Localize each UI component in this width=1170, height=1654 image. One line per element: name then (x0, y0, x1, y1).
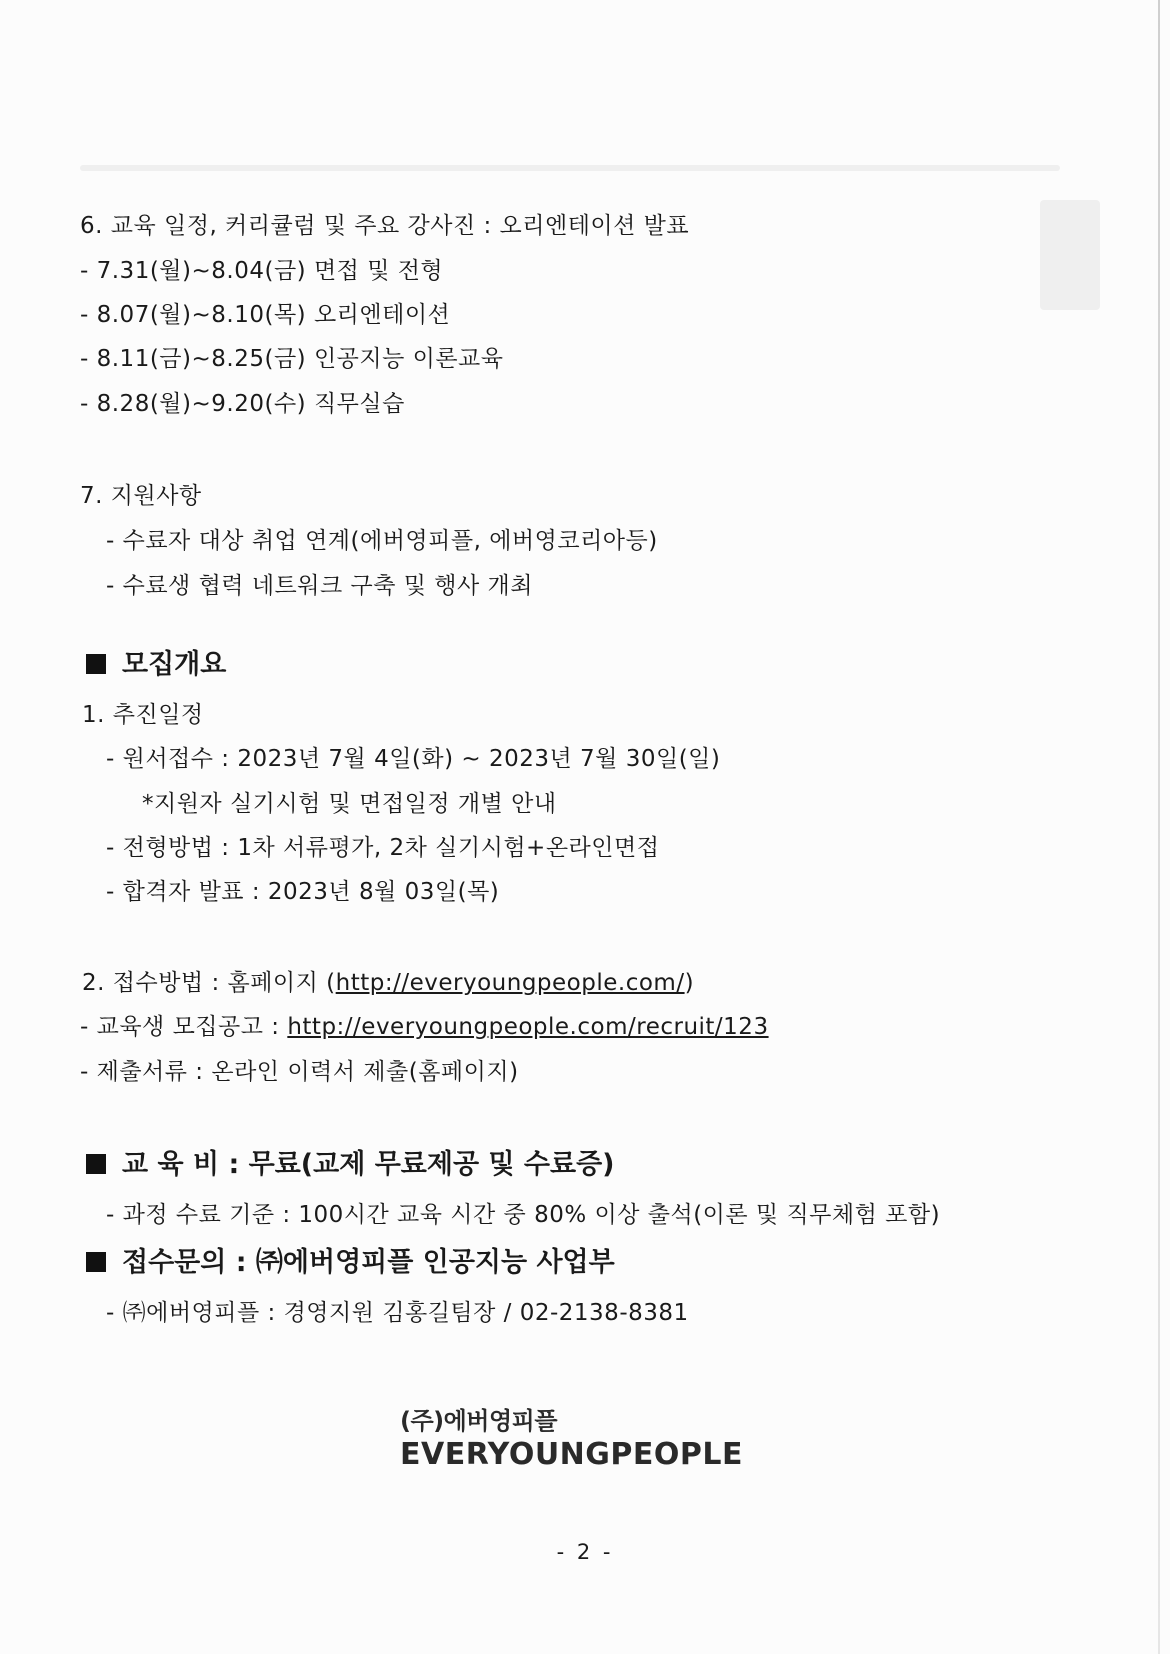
page-number: - 2 - (556, 1540, 614, 1564)
recruit-notice-link[interactable]: http://everyoungpeople.com/recruit/123 (287, 1014, 769, 1040)
schedule-item: - 7.31(월)~8.04(금) 면접 및 전형 (80, 258, 444, 284)
logo-english: EVERYOUNGPEOPLE (400, 1437, 743, 1472)
support-item: - 수료생 협력 네트워크 구축 및 행사 개최 (106, 573, 533, 599)
completion-criteria: - 과정 수료 기준 : 100시간 교육 시간 중 80% 이상 출석(이론 및 직무체험 포함) (106, 1202, 941, 1228)
recruit-heading-text: 모집개요 (122, 649, 227, 680)
contact-detail: - ㈜에버영피플 : 경영지원 김홍길팀장 / 02-2138-8381 (106, 1300, 689, 1326)
contact-heading-text: 접수문의 : ㈜에버영피플 인공지능 사업부 (122, 1247, 615, 1278)
bleed-through-shadow (1040, 200, 1100, 310)
announcement-date: - 합격자 발표 : 2023년 8월 03일(목) (106, 879, 500, 905)
logo-korean: (주)에버영피플 (400, 1407, 558, 1435)
square-bullet-icon (86, 1252, 106, 1272)
support-heading: 7. 지원사항 (80, 483, 202, 509)
schedule-heading: 6. 교육 일정, 커리큘럼 및 주요 강사진 : 오리엔테이션 발표 (80, 213, 690, 239)
bleed-through-shadow (80, 165, 1060, 171)
square-bullet-icon (86, 654, 106, 674)
homepage-link[interactable]: http://everyoungpeople.com/ (335, 970, 685, 996)
plan-heading: 1. 추진일정 (82, 702, 204, 728)
square-bullet-icon (86, 1154, 106, 1174)
schedule-item: - 8.28(월)~9.20(수) 직무실습 (80, 391, 405, 417)
schedule-item: - 8.11(금)~8.25(금) 인공지능 이론교육 (80, 346, 504, 372)
fee-heading (86, 1148, 615, 1182)
reception-method (82, 968, 694, 998)
submission-documents: - 제출서류 : 온라인 이력서 제출(홈페이지) (80, 1059, 519, 1085)
apply-period: - 원서접수 : 2023년 7월 4일(화) ~ 2023년 7월 30일(일) (106, 746, 721, 772)
recruit-notice-label: - 교육생 모집공고 : (80, 1014, 288, 1040)
scan-edge (1158, 0, 1160, 1654)
recruit-notice (80, 1012, 769, 1042)
support-item: - 수료자 대상 취업 연계(에버영피플, 에버영코리아등) (106, 528, 658, 554)
reception-close: ) (684, 970, 695, 996)
apply-note: *지원자 실기시험 및 면접일정 개별 안내 (142, 791, 557, 817)
selection-method: - 전형방법 : 1차 서류평가, 2차 실기시험+온라인면접 (106, 835, 660, 861)
fee-heading-text: 교 육 비 : 무료(교제 무료제공 및 수료증) (122, 1149, 615, 1180)
contact-heading (86, 1246, 615, 1280)
recruit-heading (86, 648, 226, 682)
reception-label: 2. 접수방법 : 홈페이지 ( (82, 970, 336, 996)
schedule-item: - 8.07(월)~8.10(목) 오리엔테이션 (80, 302, 451, 328)
company-logo (400, 1405, 743, 1473)
